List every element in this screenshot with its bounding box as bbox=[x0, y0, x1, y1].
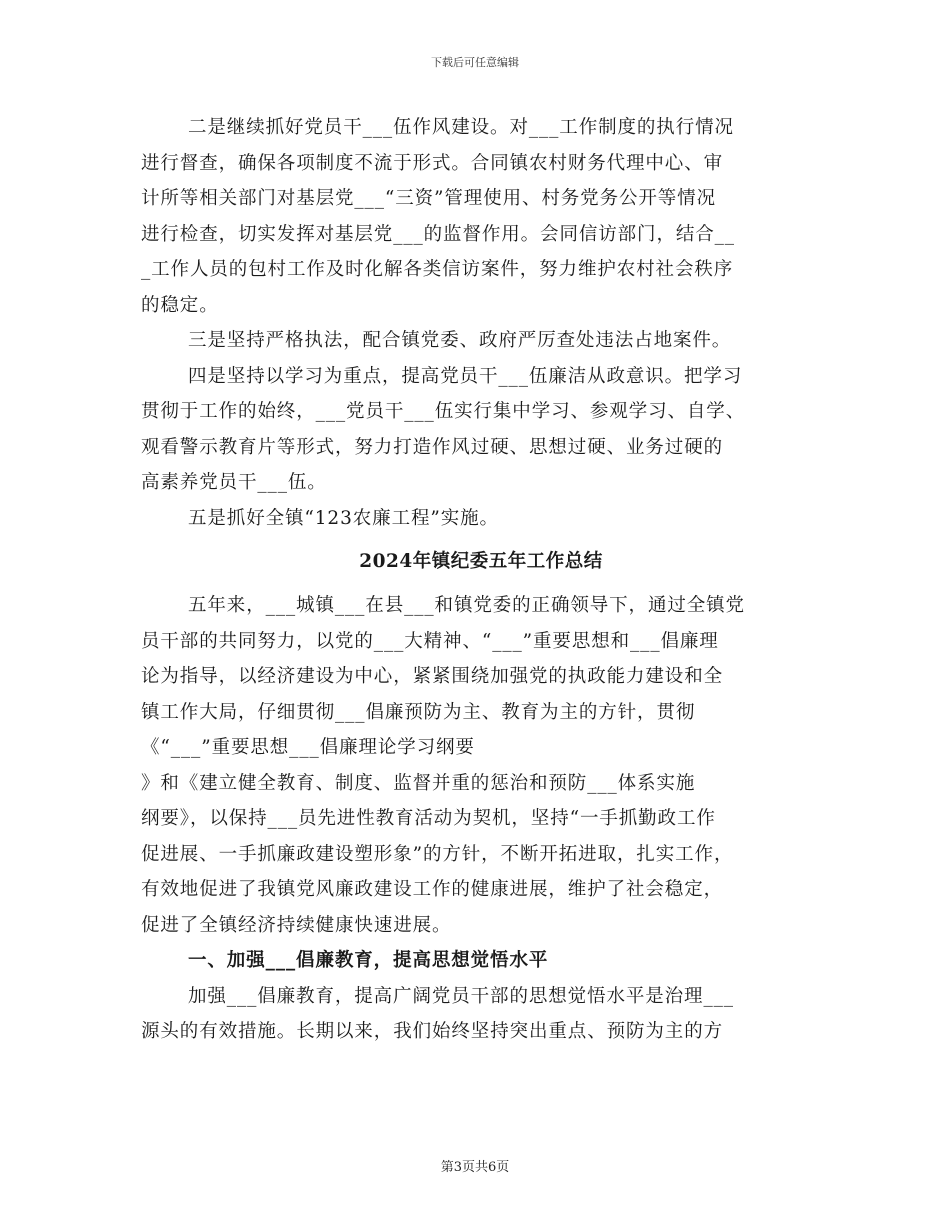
paragraph-line: 五是抓好全镇“123农廉工程”实施。 bbox=[188, 507, 499, 529]
section-heading: 一、加强___倡廉教育，提高思想觉悟水平 bbox=[188, 950, 549, 971]
paragraph-line: 员干部的共同努力，以党的___大精神、“___”重要思想和___倡廉理 bbox=[141, 630, 719, 652]
paragraph-line: 计所等相关部门对基层党___“三资”管理使用、村务党务公开等情况 bbox=[141, 188, 716, 209]
page-header: 下载后可任意编辑 bbox=[431, 56, 519, 69]
paragraph-line: 二是继续抓好党员干___伍作风建设。对___工作制度的执行情况 bbox=[188, 117, 734, 138]
document-title: 2024年镇纪委五年工作总结 bbox=[359, 551, 603, 572]
paragraph-line: 论为指导，以经济建设为中心，紧紧围绕加强党的执政能力建设和全 bbox=[141, 666, 724, 687]
paragraph-line: 加强___倡廉教育，提高广阔党员干部的思想觉悟水平是治理___ bbox=[188, 985, 734, 1007]
paragraph-line: 促进展、一手抓廉政建设塑形象”的方针，不断开拓进取，扎实工作， bbox=[141, 843, 734, 865]
paragraph-line: 源头的有效措施。长期以来，我们始终坚持突出重点、预防为主的方 bbox=[141, 1021, 724, 1042]
paragraph-line: 高素养党员干___伍。 bbox=[141, 472, 327, 493]
paragraph-line: 三是坚持严格执法，配合镇党委、政府严厉查处违法占地案件。 bbox=[188, 330, 732, 351]
paragraph-line: _工作人员的包村工作及时化解各类信访案件，努力维护农村社会秩序 bbox=[141, 259, 734, 280]
paragraph-line: 》和《建立健全教育、制度、监督并重的惩治和预防___体系实施 bbox=[141, 772, 696, 794]
paragraph-line: 进行督查，确保各项制度不流于形式。合同镇农村财务代理中心、审 bbox=[141, 152, 724, 174]
paragraph-line: 的稳定。 bbox=[141, 294, 219, 316]
paragraph-line: 四是坚持以学习为重点，提高党员干___伍廉洁从政意识。把学习 bbox=[188, 365, 743, 387]
document-body bbox=[141, 110, 821, 1050]
paragraph-line: 观看警示教育片等形式，努力打造作风过硬、思想过硬、业务过硬的 bbox=[141, 436, 724, 458]
paragraph-line: 纲要》，以保持___员先进性教育活动为契机，坚持“一手抓勤政工作 bbox=[141, 808, 716, 829]
paragraph-line: 镇工作大局，仔细贯彻___倡廉预防为主、教育为主的方针，贯彻 bbox=[141, 701, 696, 723]
page-footer: 第3页共6页 bbox=[440, 1160, 510, 1175]
paragraph-line: 进行检查，切实发挥对基层党___的监督作用。会同信访部门，结合__ bbox=[141, 223, 735, 245]
paragraph-line: 《“___”重要思想___倡廉理论学习纲要 bbox=[141, 737, 475, 758]
paragraph-line: 有效地促进了我镇党风廉政建设工作的健康进展，维护了社会稳定， bbox=[141, 879, 724, 900]
paragraph-line: 促进了全镇经济持续健康快速进展。 bbox=[141, 914, 452, 936]
paragraph-line: 贯彻于工作的始终，___党员干___伍实行集中学习、参观学习、自学、 bbox=[141, 401, 746, 422]
paragraph-line: 五年来，___城镇___在县___和镇党委的正确领导下，通过全镇党 bbox=[188, 595, 745, 616]
